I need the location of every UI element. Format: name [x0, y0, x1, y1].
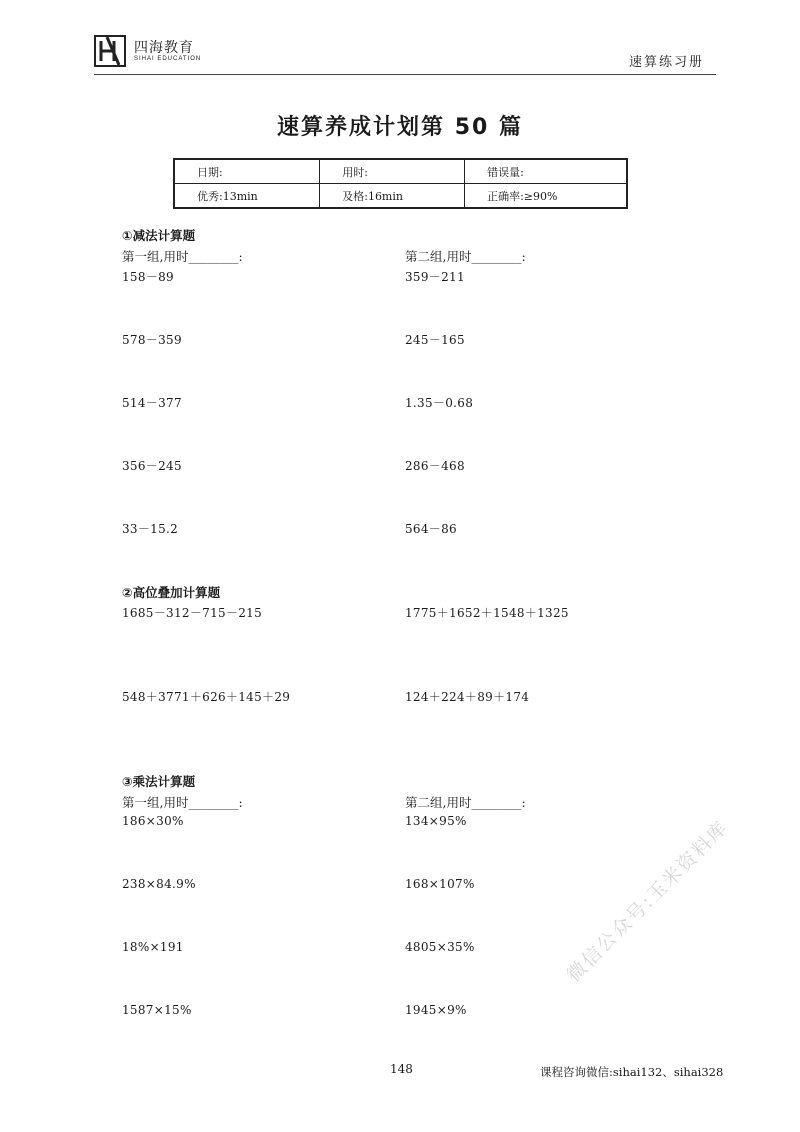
- problem: 134×95%: [405, 814, 467, 828]
- logo-icon: [94, 35, 126, 67]
- logo-text: 四海教育: [134, 40, 194, 56]
- info-row: [174, 159, 627, 184]
- problem: 578－359: [122, 333, 182, 347]
- group2-label: 第二组,用时________:: [405, 249, 526, 264]
- errors-field: 错误量:: [465, 159, 627, 184]
- problem: 245－165: [405, 333, 465, 347]
- problem: 514－377: [122, 396, 182, 410]
- problem: 238×84.9%: [122, 877, 196, 891]
- problem: 186×30%: [122, 814, 184, 828]
- date-field: 日期:: [174, 159, 320, 184]
- problem: 356－245: [122, 459, 182, 473]
- problem: 33－15.2: [122, 522, 179, 536]
- section-title-subtraction: ①减法计算题: [122, 228, 196, 243]
- problem: 1587×15%: [122, 1003, 192, 1017]
- section-title-multiplication: ③乘法计算题: [122, 774, 196, 789]
- footer-contact: 课程咨询微信:sihai132、sihai328: [540, 1065, 724, 1079]
- accuracy-standard: 正确率:≥90%: [465, 184, 627, 209]
- info-row: [174, 184, 627, 209]
- group1-label: 第一组,用时________:: [122, 795, 243, 810]
- pass-standard: 及格:16min: [320, 184, 465, 209]
- time-field: 用时:: [320, 159, 465, 184]
- section-title-high-add: ②高位叠加计算题: [122, 585, 221, 600]
- problem: 564－86: [405, 522, 457, 536]
- problem: 548＋3771＋626＋145＋29: [122, 690, 291, 704]
- group2-label: 第二组,用时________:: [405, 795, 526, 810]
- problem: 286－468: [405, 459, 465, 473]
- problem: 1775＋1652＋1548＋1325: [405, 606, 569, 620]
- problem: 1685－312－715－215: [122, 606, 263, 620]
- problem: 158－89: [122, 270, 174, 284]
- header-divider: [94, 74, 716, 75]
- page-number: 148: [390, 1062, 413, 1076]
- problem: 4805×35%: [405, 940, 475, 954]
- problem: 168×107%: [405, 877, 475, 891]
- group1-label: 第一组,用时________:: [122, 249, 243, 264]
- problem: 18%×191: [122, 940, 184, 954]
- page-title: 速算养成计划第 50 篇: [277, 115, 523, 140]
- logo-subtext: SIHAI EDUCATION: [134, 56, 202, 62]
- excellent-standard: 优秀:13min: [174, 184, 320, 209]
- problem: 359－211: [405, 270, 465, 284]
- info-table: [173, 158, 628, 209]
- watermark: 微信公众号:玉米资料库: [562, 816, 733, 987]
- book-title: 速算练习册: [628, 55, 704, 70]
- problem: 1945×9%: [405, 1003, 467, 1017]
- problem: 1.35－0.68: [405, 396, 474, 410]
- problem: 124＋224＋89＋174: [405, 690, 530, 704]
